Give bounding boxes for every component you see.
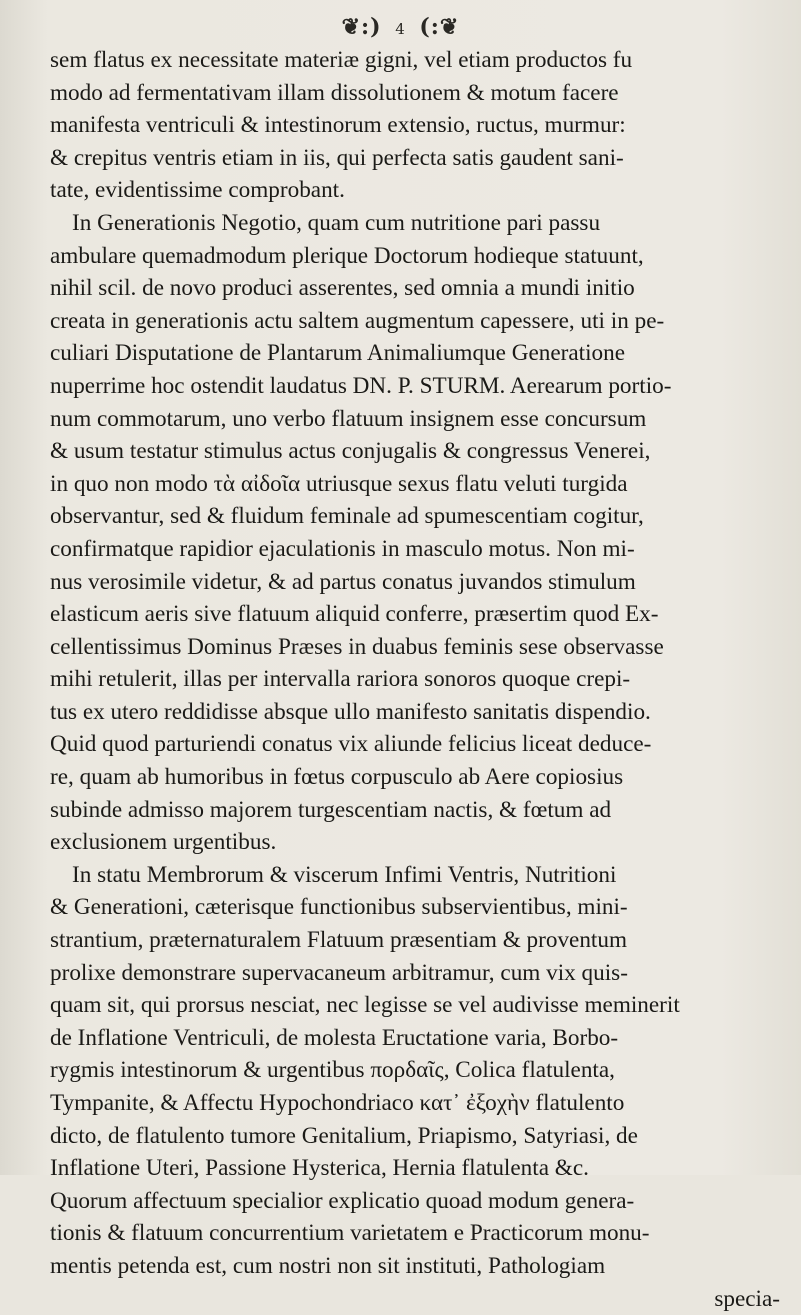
ornament-left: ❦:) [341, 14, 382, 40]
page-number: 4 [395, 20, 406, 38]
text-line: subinde admisso majorem turgescentiam nactis, & fœtum ad [50, 796, 612, 823]
text-line: Inflatione Uteri, Passione Hysterica, Hernia flatulenta &c. [50, 1155, 589, 1182]
text-line: modo ad fermentativam illam dissolutionem & motum facere [50, 79, 619, 106]
text-line: & usum testatur stimulus actus conjugalis & congressus Venerei, [50, 438, 651, 465]
text-line: confirmatque rapidior ejaculationis in masculo motus. Non mi- [50, 535, 635, 562]
text-line: sem flatus ex necessitate materiæ gigni, vel etiam productos fu [50, 47, 633, 73]
text-line: nihil scil. de novo produci asserentes, sed omnia a mundi initio [50, 275, 635, 302]
text-line: quam sit, qui prorsus nesciat, nec legisse se vel audivisse meminerit [50, 992, 680, 1019]
text-line: In statu Membrorum & viscerum Infimi Ventris, Nutritioni [72, 861, 617, 888]
text-line: re, quam ab humoribus in fœtus corpusculo ab Aere copiosius [50, 764, 624, 791]
text-line: & Generationi, cæterisque functionibus subservientibus, mini- [50, 894, 628, 921]
text-line: manifesta ventriculi & intestinorum extensio, ructus, murmur: [50, 112, 626, 139]
ornament-right: (:❦ [419, 14, 460, 40]
text-line: strantium, præternaturalem Flatuum præsentiam & proventum [50, 927, 628, 954]
text-line: in quo non modo τὰ αἰδοῖα utriusque sexus flatu veluti turgida [50, 470, 628, 497]
text-line: observantur, sed & fluidum feminale ad spumescentiam cogitur, [50, 503, 644, 530]
text-line: mihi retulerit, illas per intervalla rariora sonoros quoque crepi- [50, 666, 631, 693]
page-header [0, 14, 801, 40]
text-line: nus verosimile videtur, & ad partus conatus juvandos stimulum [50, 568, 636, 595]
text-line: culiari Disputatione de Plantarum Animaliumque Generatione [50, 340, 626, 367]
text-line: de Inflatione Ventriculi, de molesta Eructatione varia, Borbo- [50, 1024, 619, 1051]
text-line: Quid quod parturiendi conatus vix aliunde felicius liceat deduce- [50, 731, 652, 758]
text-line: tus ex utero reddidisse absque ullo manifesto sanitatis dispendio. [50, 698, 651, 725]
text-line: exclusionem urgentibus. [50, 829, 277, 856]
text-line: num commotarum, uno verbo flatuum insignem esse concursum [50, 405, 647, 432]
text-line: rygmis intestinorum & urgentibus πορδαῖς, Colica flatulenta, [50, 1057, 615, 1084]
text-line: & crepitus ventris etiam in iis, qui perfecta satis gaudent sani- [50, 144, 624, 171]
text-line: In Generationis Negotio, quam cum nutritione pari passu [72, 209, 601, 236]
text-line: tionis & flatuum concurrentium varietatem e Practicorum monu- [50, 1220, 650, 1247]
text-line: ambulare quemadmodum plerique Doctorum hodieque statuunt, [50, 242, 644, 269]
text-line: cellentissimus Dominus Præses in duabus feminis sese observasse [50, 633, 664, 660]
text-line: elasticum aeris sive flatuum aliquid conferre, præsertim quod Ex- [50, 601, 659, 628]
text-line: nuperrime hoc ostendit laudatus DN. P. STURM. Aerearum portio- [50, 372, 672, 399]
text-line: dicto, de flatulento tumore Genitalium, Priapismo, Satyriasi, de [50, 1122, 638, 1149]
catchword: specia- [714, 1285, 780, 1312]
body-text [50, 44, 792, 1315]
text-line: prolixe demonstrare supervacaneum arbitramur, cum vix quis- [50, 959, 628, 986]
text-line: Quorum affectuum specialior explicatio quoad modum genera- [50, 1187, 635, 1214]
text-line: Tympanite, & Affectu Hypochondriaco κατ᾽ ἐξοχὴν flatulento [50, 1090, 625, 1116]
text-line: tate, evidentissime comprobant. [50, 177, 345, 204]
text-line: creata in generationis actu saltem augmentum capessere, uti in pe- [50, 307, 665, 334]
text-line: mentis petenda est, cum nostri non sit instituti, Pathologiam [50, 1252, 606, 1279]
